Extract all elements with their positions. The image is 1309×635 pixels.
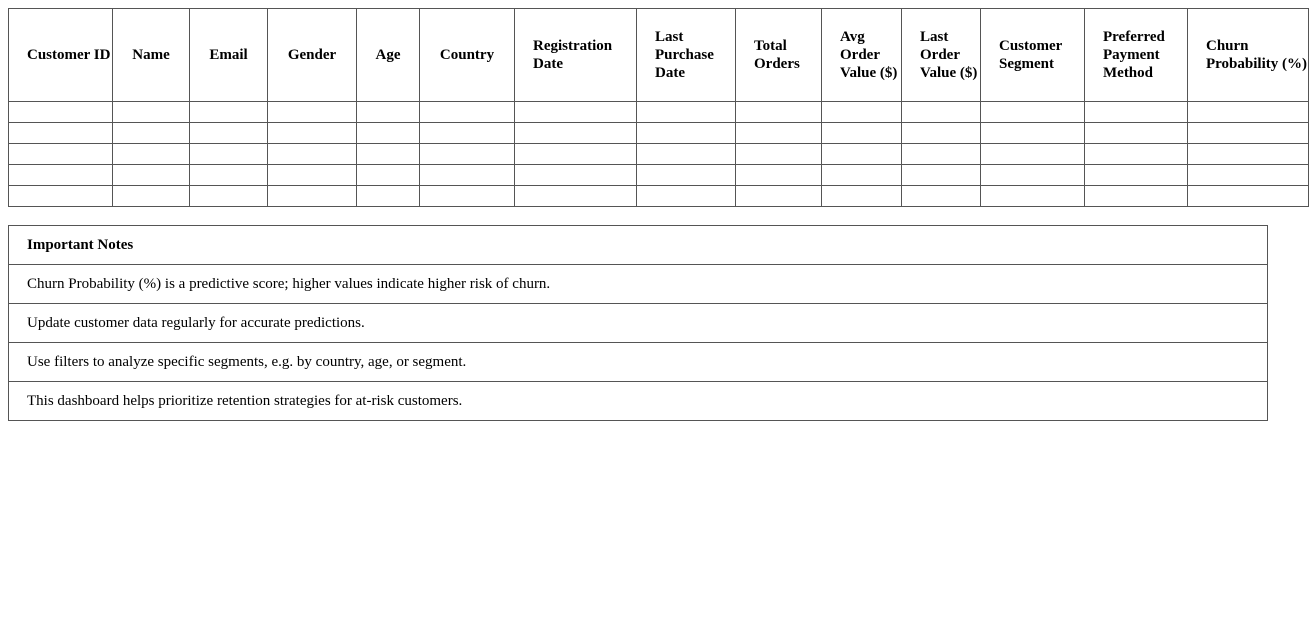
table-cell[interactable] (190, 102, 268, 123)
column-header-last-purchase-date[interactable]: Last Purchase Date (637, 9, 736, 102)
table-cell[interactable] (981, 186, 1085, 207)
table-cell[interactable] (1188, 165, 1309, 186)
column-header-name[interactable]: Name (113, 9, 190, 102)
table-cell[interactable] (357, 144, 420, 165)
table-cell[interactable] (113, 102, 190, 123)
table-cell[interactable] (357, 123, 420, 144)
column-header-churn-probability[interactable]: Churn Probability (%) (1188, 9, 1309, 102)
table-cell[interactable] (1085, 123, 1188, 144)
table-cell[interactable] (113, 165, 190, 186)
table-cell[interactable] (420, 186, 515, 207)
table-cell[interactable] (637, 186, 736, 207)
table-cell[interactable] (637, 102, 736, 123)
table-cell[interactable] (268, 144, 357, 165)
table-row (9, 123, 1309, 144)
table-cell[interactable] (981, 123, 1085, 144)
table-cell[interactable] (113, 123, 190, 144)
table-cell[interactable] (357, 102, 420, 123)
customer-table-container (8, 8, 1307, 207)
table-cell[interactable] (268, 102, 357, 123)
table-cell[interactable] (268, 123, 357, 144)
note-item: This dashboard helps prioritize retention strategies for at-risk customers. (9, 382, 1268, 421)
table-cell[interactable] (736, 186, 822, 207)
table-cell[interactable] (981, 102, 1085, 123)
table-cell[interactable] (822, 186, 902, 207)
column-header-customer-id[interactable]: Customer ID (9, 9, 113, 102)
table-cell[interactable] (902, 186, 981, 207)
table-cell[interactable] (637, 165, 736, 186)
note-item: Use filters to analyze specific segments, e.g. by country, age, or segment. (9, 343, 1268, 382)
table-row (9, 144, 1309, 165)
note-item: Churn Probability (%) is a predictive score; higher values indicate higher risk of churn. (9, 265, 1268, 304)
notes-title: Important Notes (9, 226, 1268, 265)
table-cell[interactable] (822, 102, 902, 123)
table-cell[interactable] (357, 186, 420, 207)
table-cell[interactable] (515, 123, 637, 144)
table-cell[interactable] (357, 165, 420, 186)
table-body (9, 102, 1309, 207)
table-cell[interactable] (822, 123, 902, 144)
table-header-row (9, 9, 1309, 102)
column-header-total-orders[interactable]: Total Orders (736, 9, 822, 102)
table-cell[interactable] (190, 123, 268, 144)
table-cell[interactable] (190, 186, 268, 207)
column-header-country[interactable]: Country (420, 9, 515, 102)
table-row (9, 102, 1309, 123)
table-cell[interactable] (113, 186, 190, 207)
table-cell[interactable] (736, 123, 822, 144)
table-cell[interactable] (981, 144, 1085, 165)
table-cell[interactable] (822, 165, 902, 186)
table-cell[interactable] (736, 144, 822, 165)
table-cell[interactable] (515, 165, 637, 186)
important-notes-panel (8, 225, 1268, 421)
table-cell[interactable] (190, 165, 268, 186)
column-header-avg-order-value[interactable]: Avg Order Value ($) (822, 9, 902, 102)
table-cell[interactable] (822, 144, 902, 165)
table-cell[interactable] (637, 144, 736, 165)
table-cell[interactable] (268, 165, 357, 186)
table-cell[interactable] (637, 123, 736, 144)
table-cell[interactable] (1085, 102, 1188, 123)
column-header-preferred-payment-method[interactable]: Preferred Payment Method (1085, 9, 1188, 102)
column-header-last-order-value[interactable]: Last Order Value ($) (902, 9, 981, 102)
column-header-customer-segment[interactable]: Customer Segment (981, 9, 1085, 102)
table-cell[interactable] (268, 186, 357, 207)
table-cell[interactable] (1085, 165, 1188, 186)
table-row (9, 165, 1309, 186)
table-cell[interactable] (902, 123, 981, 144)
table-cell[interactable] (1188, 123, 1309, 144)
table-cell[interactable] (902, 102, 981, 123)
table-cell[interactable] (1188, 186, 1309, 207)
table-row (9, 186, 1309, 207)
column-header-registration-date[interactable]: Registration Date (515, 9, 637, 102)
column-header-gender[interactable]: Gender (268, 9, 357, 102)
table-cell[interactable] (1085, 186, 1188, 207)
table-cell[interactable] (902, 144, 981, 165)
table-cell[interactable] (515, 144, 637, 165)
table-cell[interactable] (9, 144, 113, 165)
table-cell[interactable] (190, 144, 268, 165)
column-header-age[interactable]: Age (357, 9, 420, 102)
table-cell[interactable] (981, 165, 1085, 186)
table-cell[interactable] (420, 123, 515, 144)
table-cell[interactable] (515, 186, 637, 207)
table-cell[interactable] (902, 165, 981, 186)
table-cell[interactable] (420, 144, 515, 165)
table-cell[interactable] (1188, 144, 1309, 165)
table-cell[interactable] (420, 165, 515, 186)
table-cell[interactable] (1188, 102, 1309, 123)
table-cell[interactable] (736, 165, 822, 186)
customer-churn-table (8, 8, 1309, 207)
column-header-email[interactable]: Email (190, 9, 268, 102)
note-item: Update customer data regularly for accurate predictions. (9, 304, 1268, 343)
table-cell[interactable] (736, 102, 822, 123)
table-cell[interactable] (9, 186, 113, 207)
table-cell[interactable] (113, 144, 190, 165)
table-cell[interactable] (9, 165, 113, 186)
table-cell[interactable] (420, 102, 515, 123)
table-cell[interactable] (515, 102, 637, 123)
table-cell[interactable] (9, 102, 113, 123)
table-cell[interactable] (9, 123, 113, 144)
table-cell[interactable] (1085, 144, 1188, 165)
